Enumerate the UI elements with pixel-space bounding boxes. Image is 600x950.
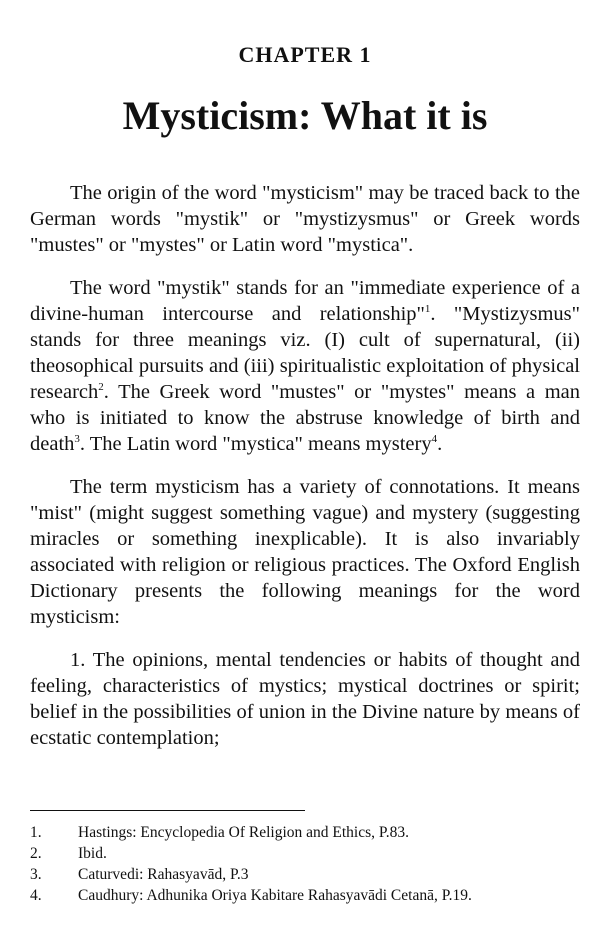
footnote-number: 1. xyxy=(30,824,42,841)
footnotes xyxy=(30,822,580,906)
footnote-text: Ibid. xyxy=(78,845,107,862)
chapter-label: CHAPTER 1 xyxy=(238,42,372,67)
body-text xyxy=(30,180,580,768)
paragraph-mystik xyxy=(30,275,580,457)
paragraph-origin: The origin of the word "mysticism" may be traced back to the German words "mystik" or "mystizysmus" or Greek words "mustes" or "mystes" or Latin word "mystica". xyxy=(30,182,580,256)
footnote-ref-4: 4 xyxy=(431,433,438,446)
paragraph-mystik-part-c: . The Greek word "mustes" or "mystes" means a man who is initiated to know the abstruse knowledge of birth and death xyxy=(30,381,580,455)
paragraph-mystik-part-b: . "Mystizysmus" stands for three meanings viz. (I) cult of supernatural, (ii) theosophical pursuits and (iii) spiritualistic exploitation of physical research xyxy=(30,303,580,403)
footnote-text: Hastings: Encyclopedia Of Religion and Ethics, P.83. xyxy=(78,824,410,841)
footnote-divider xyxy=(30,810,305,811)
footnote-ref-1: 1 xyxy=(424,303,431,316)
chapter-title: Mysticism: What it is xyxy=(122,93,488,138)
footnote-number: 2. xyxy=(30,845,42,862)
footnote-item xyxy=(30,843,580,864)
paragraph-mystik-part-a: The word "mystik" stands for an "immediate experience of a divine-human intercourse and relationship" xyxy=(30,277,580,325)
footnote-item xyxy=(30,864,580,885)
paragraph-mystik-part-d: . The Latin word "mystica" means mystery xyxy=(79,433,432,455)
footnote-item xyxy=(30,885,580,906)
book-page xyxy=(30,0,580,950)
footnote-number: 4. xyxy=(30,887,42,904)
paragraph-definition-1: 1. The opinions, mental tendencies or habits of thought and feeling, characteristics of mystics; mystical doctrines or spirit; belief in the possibilities of union in the Divine nature by means of ecstatic contemplation; xyxy=(30,649,580,749)
footnote-ref-3: 3 xyxy=(74,433,80,446)
paragraph-mystik-part-e: . xyxy=(437,433,443,455)
footnote-ref-2: 2 xyxy=(98,381,104,394)
footnote-text: Caudhury: Adhunika Oriya Kabitare Rahasyavādi Cetanā, P.19. xyxy=(78,887,472,904)
footnote-text: Caturvedi: Rahasyavād, P.3 xyxy=(78,866,249,883)
paragraph-connotations: The term mysticism has a variety of connotations. It means "mist" (might suggest something vague) and mystery (suggesting miracles or something inexplicable). It is also invariably associated with religion or religious practices. The Oxford English Dictionary presents the following meanings for the word mysticism: xyxy=(30,476,580,628)
footnote-number: 3. xyxy=(30,866,42,883)
footnote-item xyxy=(30,822,580,843)
